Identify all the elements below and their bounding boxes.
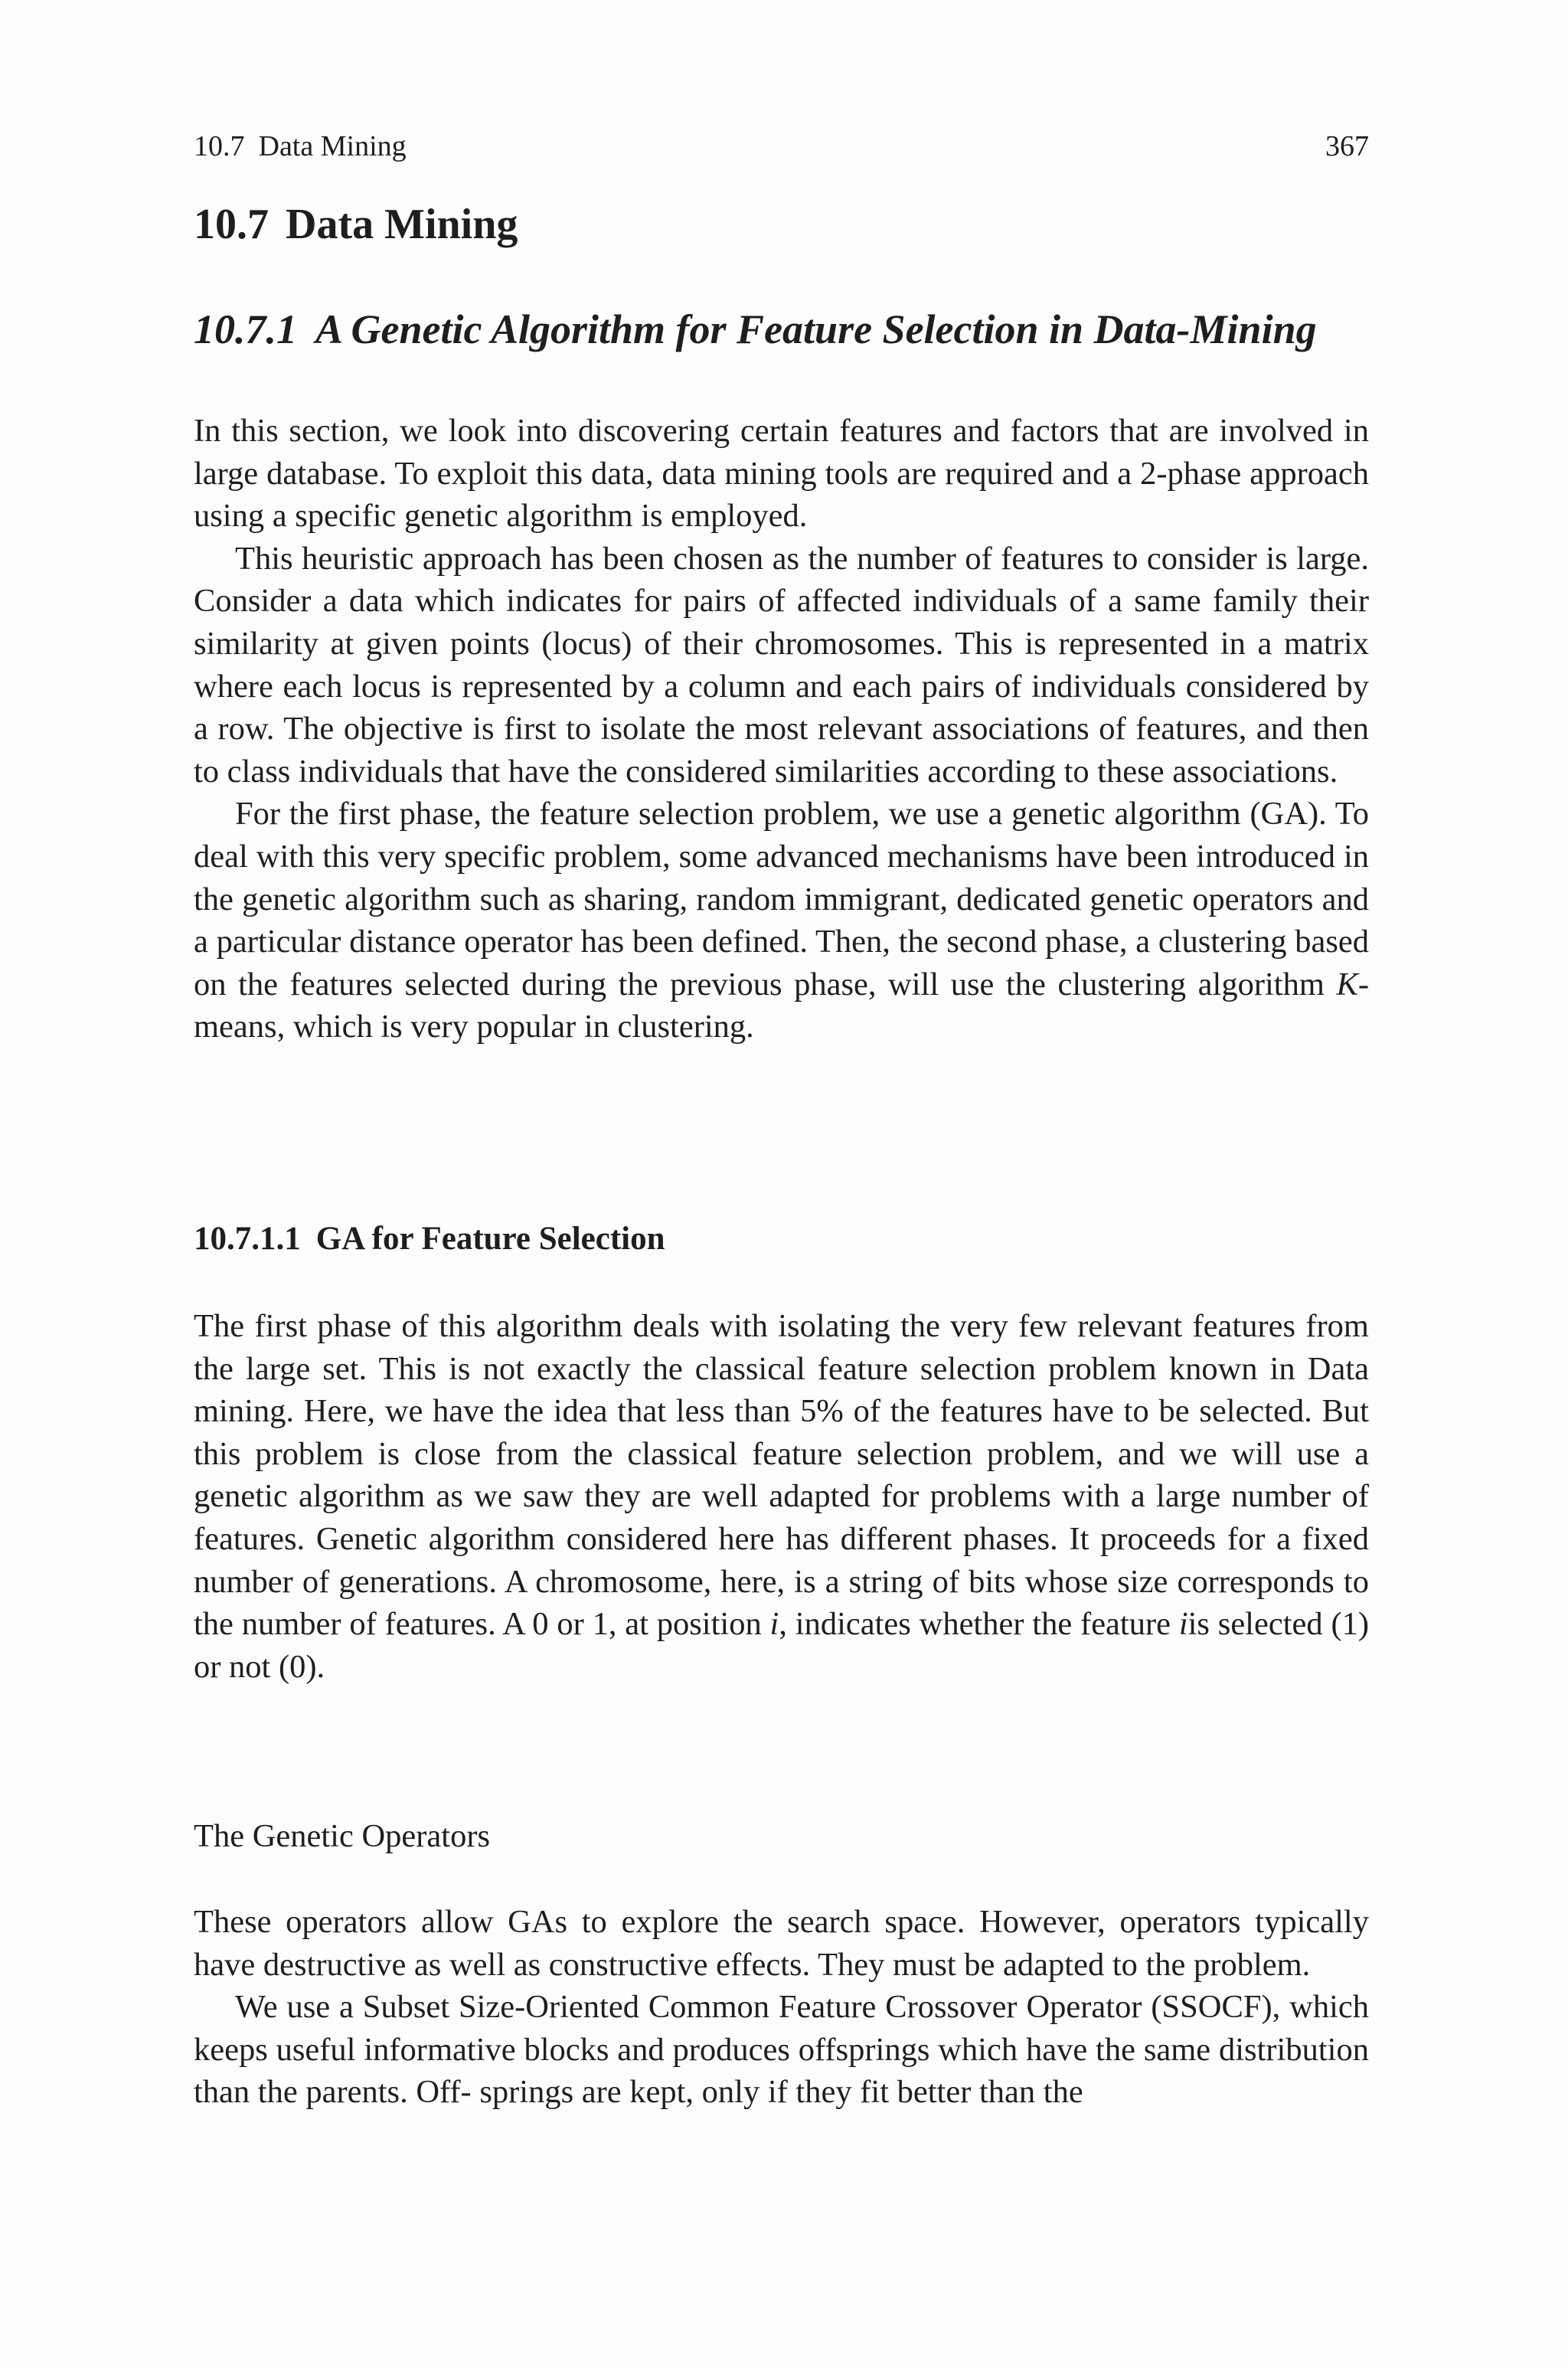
ga-p1-text-before: The first phase of this algorithm deals with isolating the very few relevant features from the large set. This is not exactly the classical feature selection problem known in Data mining. Here, we have the idea that less than 5% of the features have to be selected. But this problem is close from the classical feature selection problem, and we will use a genetic algorithm as we saw they are well adapted for problems with a large number of features. Genetic algorithm considered here has different phases. It proceeds for a fixed number of generations. A chromosome, here, is a string of bits whose size corresponds to the number of features. A 0 or 1, at position <box>194 1308 1369 1643</box>
subsubsection-title: GA for Feature Selection <box>315 1221 665 1257</box>
position-variable: i <box>769 1606 779 1643</box>
section-heading <box>194 198 518 251</box>
ga-p1-text-middle: , indicates whether the feature <box>779 1606 1179 1643</box>
subsubsection-number: 10.7.1.1 <box>194 1221 301 1257</box>
operators-paragraph-2: We use a Subset Size-Oriented Common Feature Crossover Operator (SSOCF), which keeps useful informative blocks and produces offsprings which have the same distribution than the parents. Off- springs are kept, only if they fit better than the <box>194 1989 1369 2111</box>
genetic-operators-heading: The Genetic Operators <box>194 1818 491 1854</box>
ga-text <box>194 1305 1369 1688</box>
operators-text <box>194 1901 1369 2114</box>
intro-p3-text-before: For the first phase, the feature selection problem, we use a genetic algorithm (GA). To deal with this very specific problem, some advanced mechanisms have been introduced in the genetic algorithm such as sharing, random immigrant, dedicated genetic operators and a particular distance operator has been defined. Then, the second phase, a clustering based on the features selected during the previous phase, will use the clustering algorithm <box>194 796 1369 1002</box>
intro-paragraph-2: This heuristic approach has been chosen as the number of features to consider is large. Consider a data which indicates for pairs of affected individuals of a same family their similarity at given points (locus) of their chromosomes. This is represented in a matrix where each locus is represented by a column and each pairs of individuals considered by a row. The objective is first to isolate the most relevant associations of features, and then to class individuals that have the considered similarities according to these associations. <box>194 540 1369 790</box>
section-title: Data Mining <box>286 201 518 248</box>
subsection-heading <box>194 303 1317 356</box>
running-head-section-number: 10.7 <box>194 130 245 162</box>
subsection-number: 10.7.1 <box>194 306 297 352</box>
feature-variable: i <box>1178 1606 1188 1643</box>
intro-text <box>194 410 1369 1048</box>
intro-p3-text-after: -means, which is very popular in clustering. <box>194 966 1369 1045</box>
page-number: 367 <box>1325 130 1369 162</box>
running-head <box>194 129 1369 164</box>
intro-paragraph-1: In this section, we look into discovering certain features and factors that are involved in large database. To exploit this data, data mining tools are required and a 2-phase approach using a specific genetic algorithm is employed. <box>194 413 1369 535</box>
subsubsection-heading <box>194 1218 665 1261</box>
operators-paragraph-1: These operators allow GAs to explore the search space. However, operators typically have destructive as well as constructive effects. They must be adapted to the problem. <box>194 1904 1369 1983</box>
ga-p1-text-after: is selected (1) or not (0). <box>194 1606 1370 1685</box>
running-head-section <box>194 129 407 164</box>
intro-paragraph-3 <box>194 793 1369 1048</box>
running-head-section-title: Data Mining <box>258 130 407 162</box>
section-number: 10.7 <box>194 201 269 248</box>
ga-paragraph-1 <box>194 1305 1369 1688</box>
kmeans-variable: K <box>1336 966 1358 1002</box>
subsection-title: A Genetic Algorithm for Feature Selection in Data-Mining <box>315 306 1317 352</box>
